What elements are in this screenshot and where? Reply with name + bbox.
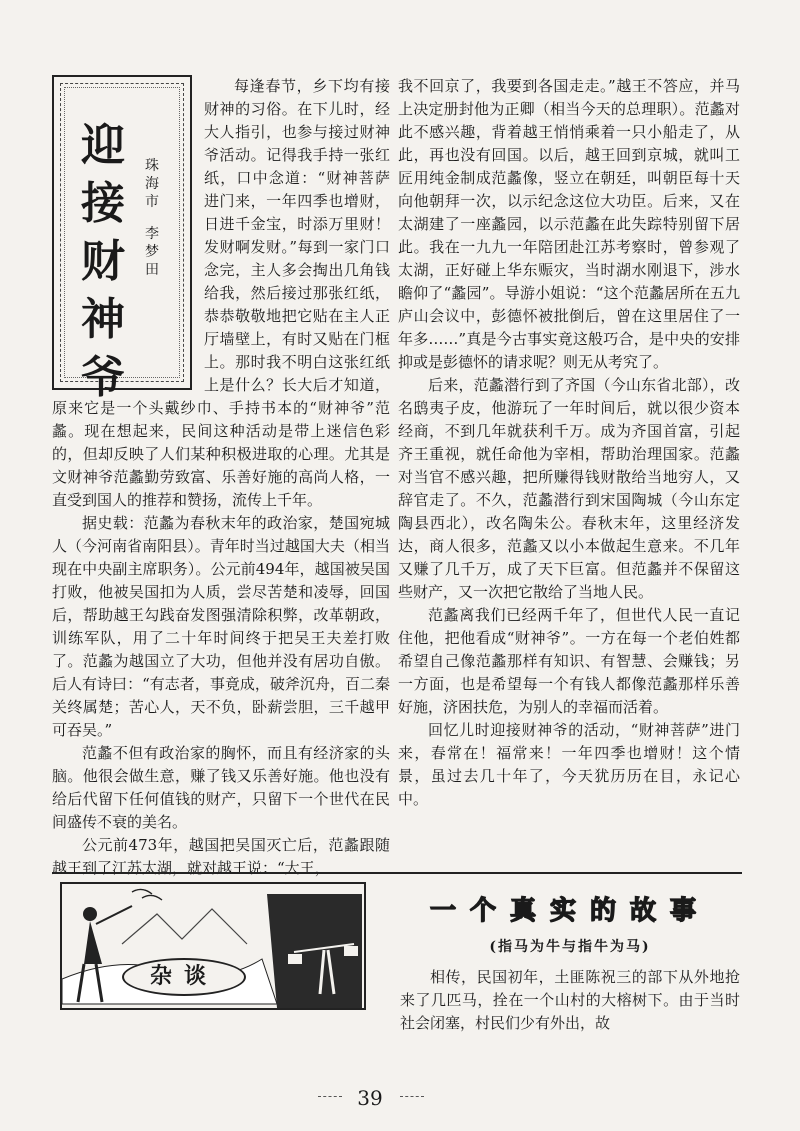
section-divider xyxy=(52,872,742,874)
author-city: 珠海市 xyxy=(145,158,159,210)
paragraph: 后来，范蠡潜行到了齐国（今山东省北部），改名鸱夷子皮，他游玩了一年时间后，就以很少资本经商，不到几年就获利千万。成为齐国首富，引起齐王重视，就任命他为宰相，帮助治理国家。范蠡对当官不感兴趣，把所赚得钱财散给当地穷人，又辞官走了。不久，范蠡潜行到宋国陶城（今山东定陶县西北），改名陶朱公。春秋末年，这里经济发达，商人很多，范蠡又以小本做起生意来。不几年又赚了几千万，成了天下巨富。但范蠡并不保留这些财产，又一次把它散给了当地人民。 xyxy=(398,376,740,601)
author-name: 李梦田 xyxy=(145,226,159,278)
right-column xyxy=(398,75,740,811)
paragraph: 范蠡不但有政治家的胸怀，而且有经济家的头脑。他很会做生意，赚了钱又乐善好施。他也没有给后代留下任何值钱的财产，只留下一个世代在民间盛传不衰的美名。 xyxy=(52,744,390,831)
paragraph: 范蠡离我们已经两千年了，但世代人民一直记住他，把他看成“财神爷”。一方在每一个老伯姓都希望自己像范蠡那样有知识、有智慧、会赚钱；另一方面，也是希望每一个有钱人都像范蠡那样乐善好施，济困扶危，为别人的幸福而活着。 xyxy=(398,606,740,716)
author-byline xyxy=(142,157,162,279)
story-subtitle: (指马为牛与指牛为马) xyxy=(489,939,651,955)
article-title: 迎接财神爷 xyxy=(81,120,125,403)
paragraph: 据史载：范蠡为春秋末年的政治家，楚国宛城人（今河南省南阳县）。青年时当过越国大夫（相当现在中央副主席职务）。公元前494年，越国被吴国打败，他被吴国扣为人质，尝尽苦楚和凌辱，回国后，帮助越王勾践奋发图强清除积弊，改革朝政，训练军队，用了二十年时间终于把吴王夫差打败了。范蠡为越国立了大功，但他并没有居功自傲。后人有诗曰：“有志者，事竟成，破斧沉舟，百二秦关终属楚；苦心人，天不负，卧薪尝胆，三千越甲可吞吴。” xyxy=(52,514,390,739)
story-body xyxy=(400,966,740,1035)
paragraph: 相传，民国初年，土匪陈祝三的部下从外地抢来了几匹马，拴在一个山村的大榕树下。由于当时社会闭塞，村民们少有外出，故 xyxy=(400,968,740,1032)
page-number-decoration xyxy=(318,1096,342,1097)
page-number: 39 xyxy=(357,1086,383,1110)
paragraph: 公元前473年，越国把吴国灭亡后，范蠡跟随越王到了江苏太湖，就对越王说：“大王， xyxy=(52,836,390,877)
paragraph: 我不回京了，我要到各国走走。”越王不答应，并马上决定册封他为正卿（相当今天的总理职）。范蠡对此不感兴趣，背着越王悄悄乘着一只小船走了，从此，再也没有回国。以后，越王回到京城，就叫工匠用纯金制成范蠡像，竖立在朝廷，叫朝臣每十天向他朝拜一次，以示纪念这位大功臣。后来，又在太湖建了一座蠡园，以示范蠡在此失踪特别留下居此。我在一九九一年陪团赴江苏考察时，曾参观了太湖，正好碰上华东赈灾，当时湖水刚退下，涉水瞻仰了“蠡园”。导游小姐说：“这个范蠡居所在五九庐山会议中，彭德怀被批倒后，曾在这里居住了一年多……”真是今古事实竟这般巧合，是中央的安排抑或是彭德怀的请求呢？则无从考究了。 xyxy=(398,77,740,371)
paragraph: 每逢春节，乡下均有接财神的习俗。在下儿时，经大人指引，也参与接过财神爷活动。记得我手持一张红纸，口中念道：“财神菩萨进门来，一年四季也增财，日进千金宝，时添万里财！发财啊发财。”每到一家门口念完，主人多会掏出几角钱给我，然后接过那张红纸，恭恭敬敬地把它贴在主人正厅墙壁上，有时又贴在门框上。那时我不明白这张红纸上是什么？长大后才知道，原来它是一个头戴纱巾、手持书本的“财神爷”范蠡。现在想起来，民间这种活动是带上迷信色彩的，但却反映了人们某种积极进取的心理。尤其是文财神爷范蠡勤劳致富、乐善好施的高尚人格，一直受到国人的推荐和赞扬，流传上千年。 xyxy=(52,77,390,509)
section-label: 杂谈 xyxy=(122,958,246,996)
page-number-decoration xyxy=(400,1096,424,1097)
paragraph: 回忆儿时迎接财神爷的活动，“财神菩萨”进门来，春常在！福常来！一年四季也增财！这个情景，虽过去几十年了，今天犹历历在目，永记心中。 xyxy=(398,721,740,808)
left-column xyxy=(52,75,390,880)
story-title: 一个真实的故事 xyxy=(429,896,710,926)
title-box xyxy=(52,75,192,403)
